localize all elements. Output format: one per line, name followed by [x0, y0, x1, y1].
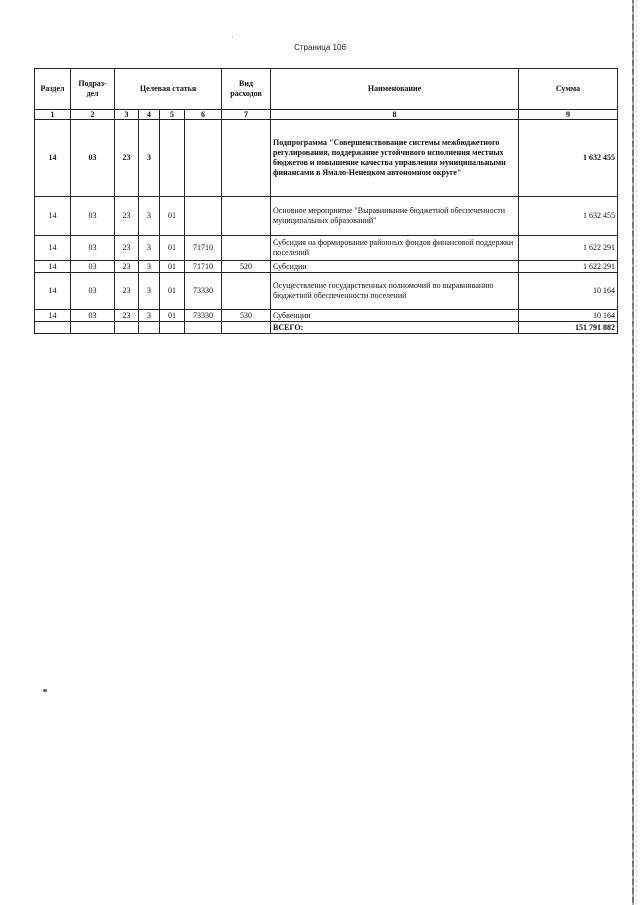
header-amount: Сумма	[519, 69, 618, 110]
cell-target-6: 71710	[185, 236, 222, 261]
column-number-row	[35, 110, 618, 120]
cell-target-6	[185, 120, 222, 197]
cell-subsection: 03	[71, 310, 115, 322]
cell-subsection: 03	[71, 236, 115, 261]
column-number: 3	[115, 110, 139, 120]
cell-name: Основное мероприятие "Выравнивание бюджетной обеспеченности муниципальных образований"	[271, 197, 519, 236]
column-number: 2	[71, 110, 115, 120]
budget-table	[34, 68, 618, 334]
cell-expense-type	[222, 120, 271, 197]
header-row	[35, 69, 618, 110]
cell-name: Субсидии	[271, 261, 519, 273]
cell-target-4: 3	[139, 197, 160, 236]
cell-amount: 1 632 455	[519, 120, 618, 197]
cell-target-3: 23	[115, 120, 139, 197]
cell-name: Осуществление государственных полномочий по выравниванию бюджетной обеспеченности поселений	[271, 273, 519, 310]
cell-target-5	[160, 120, 185, 197]
cell-target-6: 73330	[185, 273, 222, 310]
cell-name: Субвенции	[271, 310, 519, 322]
cell-name: Субсидия на формирование районных фондов финансовой поддержки поселений	[271, 236, 519, 261]
cell-target-4: 3	[139, 236, 160, 261]
cell-empty	[139, 322, 160, 334]
column-number: 4	[139, 110, 160, 120]
cell-target-5: 01	[160, 236, 185, 261]
cell-empty	[71, 322, 115, 334]
scan-speck	[232, 36, 233, 37]
header-target-article: Целевая статья	[115, 69, 222, 110]
cell-empty	[115, 322, 139, 334]
cell-target-3: 23	[115, 197, 139, 236]
cell-section: 14	[35, 273, 71, 310]
table-row-total	[35, 322, 618, 334]
page-number: Страница 106	[294, 43, 346, 52]
cell-target-4: 3	[139, 120, 160, 197]
column-number: 1	[35, 110, 71, 120]
cell-expense-type: 520	[222, 261, 271, 273]
cell-amount: 10 164	[519, 273, 618, 310]
header-subsection: Подраз-дел	[71, 69, 115, 110]
scan-speck	[43, 689, 47, 692]
cell-target-6	[185, 197, 222, 236]
header-expense-type: Вид расходов	[222, 69, 271, 110]
cell-target-5: 01	[160, 273, 185, 310]
cell-amount: 10 164	[519, 310, 618, 322]
cell-empty	[185, 322, 222, 334]
total-amount: 151 791 882	[519, 322, 618, 334]
table-row	[35, 261, 618, 273]
header-name: Наименование	[271, 69, 519, 110]
cell-amount: 1 622 291	[519, 236, 618, 261]
cell-section: 14	[35, 120, 71, 197]
cell-section: 14	[35, 261, 71, 273]
scan-edge-shadow	[632, 0, 634, 905]
cell-expense-type	[222, 236, 271, 261]
cell-expense-type	[222, 197, 271, 236]
column-number: 8	[271, 110, 519, 120]
header-section: Раздел	[35, 69, 71, 110]
cell-expense-type: 530	[222, 310, 271, 322]
cell-section: 14	[35, 197, 71, 236]
table-row	[35, 273, 618, 310]
cell-empty	[160, 322, 185, 334]
cell-target-5: 01	[160, 197, 185, 236]
table-row	[35, 236, 618, 261]
cell-target-3: 23	[115, 236, 139, 261]
total-label: ВСЕГО:	[271, 322, 519, 334]
cell-expense-type	[222, 273, 271, 310]
column-number: 5	[160, 110, 185, 120]
cell-target-4: 3	[139, 261, 160, 273]
cell-empty	[222, 322, 271, 334]
cell-target-3: 23	[115, 310, 139, 322]
cell-target-4: 3	[139, 310, 160, 322]
cell-section: 14	[35, 310, 71, 322]
cell-name: Подпрограмма "Совершенствование системы межбюджетного регулирования, поддержание устойчивого исполнения местных бюджетов и повышение качества управления муниципальными финансами в Ямало-Ненецком автономном округе"	[271, 120, 519, 197]
cell-section: 14	[35, 236, 71, 261]
cell-target-6: 73330	[185, 310, 222, 322]
cell-target-6: 71710	[185, 261, 222, 273]
cell-amount: 1 622 291	[519, 261, 618, 273]
cell-target-4: 3	[139, 273, 160, 310]
cell-target-5: 01	[160, 310, 185, 322]
cell-target-3: 23	[115, 261, 139, 273]
column-number: 6	[185, 110, 222, 120]
column-number: 9	[519, 110, 618, 120]
cell-subsection: 03	[71, 197, 115, 236]
cell-target-5: 01	[160, 261, 185, 273]
table-row	[35, 310, 618, 322]
table-row-subprogram	[35, 120, 618, 197]
cell-empty	[35, 322, 71, 334]
column-number: 7	[222, 110, 271, 120]
scan-edge-highlight	[636, 0, 637, 905]
table-row	[35, 197, 618, 236]
cell-amount: 1 632 455	[519, 197, 618, 236]
cell-target-3: 23	[115, 273, 139, 310]
cell-subsection: 03	[71, 273, 115, 310]
cell-subsection: 03	[71, 120, 115, 197]
cell-subsection: 03	[71, 261, 115, 273]
